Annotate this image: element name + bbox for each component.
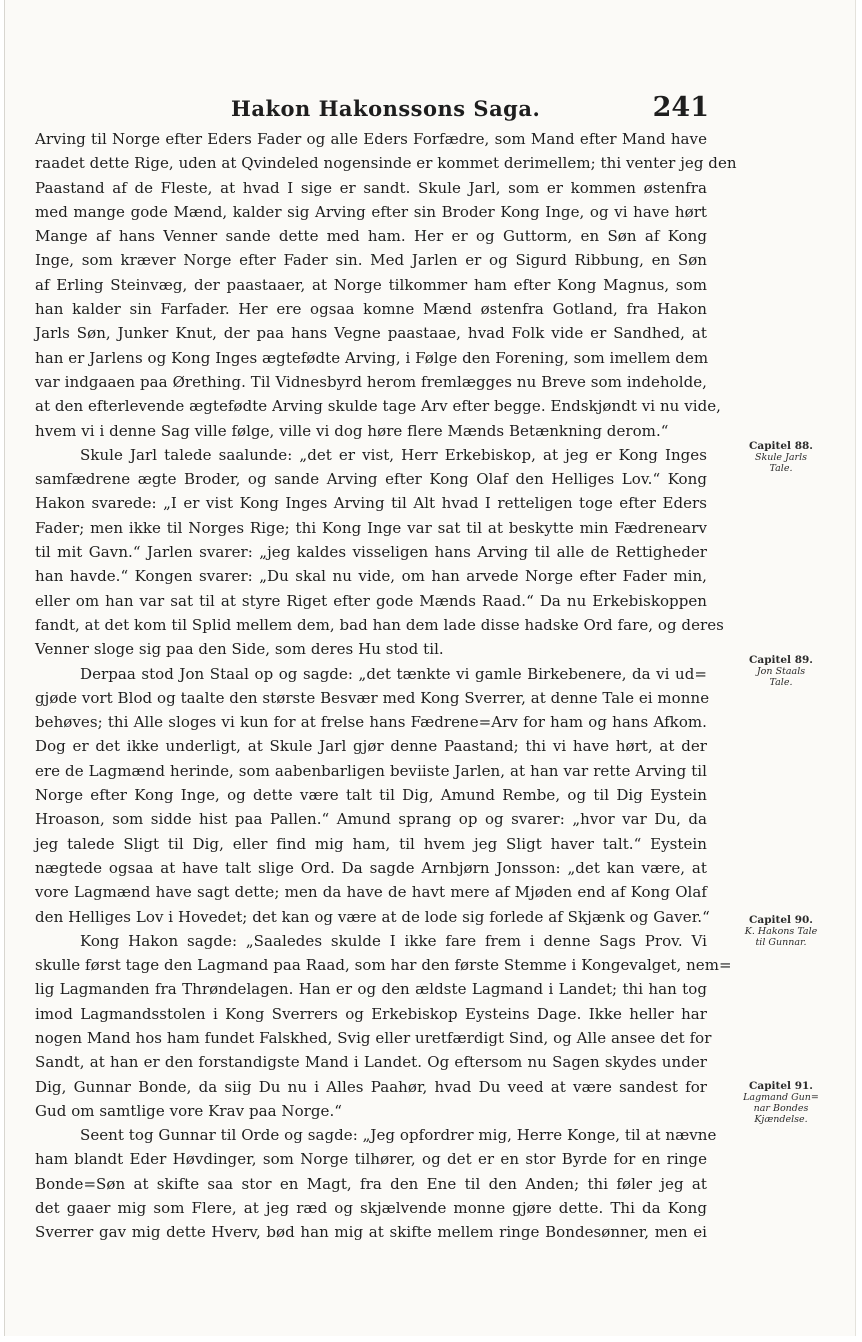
text-line: han er Jarlens og Kong Inges ægtefødte Arving, i Følge den Forening, som imellem dem [35,348,709,367]
chapter-number: Capitel 91. [749,1080,813,1092]
chapter-number: Capitel 90. [749,914,813,926]
running-title: Hakon Hakonssons Saga. [231,96,541,121]
text-line: Norge efter Kong Inge, og dette være talt til Dig, Amund Rembe, og til Dig Eystein [35,786,707,805]
text-line: Bonde=Søn at skifte saa stor en Magt, fra den Ene til den Anden; thi føler jeg at [35,1174,707,1193]
text-line: Seent tog Gunnar til Orde og sagde: „Jeg opfordrer mig, Herre Konge, til at nævne [80,1126,717,1145]
text-line: Paastand af de Fleste, at hvad I sige er sandt. Skule Jarl, som er kommen østenfra [35,178,707,197]
text-line: Fader; men ikke til Norges Rige; thi Kong Inge var sat til at beskytte min Fædrenearv [35,518,707,537]
chapter-subject: til Gunnar. [755,937,807,948]
chapter-subject: nar Bondes [753,1103,809,1114]
chapter-number: Capitel 88. [749,440,813,452]
text-line: Derpaa stod Jon Staal op og sagde: „det tænkte vi gamle Birkebenere, da vi ud= [80,664,707,683]
text-line: lig Lagmanden fra Thrøndelagen. Han er og den ældste Lagmand i Landet; thi han tog [35,980,707,999]
text-line: samfædrene ægte Broder, og sande Arving efter Kong Olaf den Helliges Lov.“ Kong [35,470,707,489]
text-line: nogen Mand hos ham fundet Falskhed, Svig eller uretfærdigt Sind, og Alle ansee det for [35,1028,712,1047]
text-line: den Helliges Lov i Hovedet; det kan og være at de lode sig forlede af Skjænk og Gaver.“ [35,907,710,926]
text-line: ere de Lagmænd herinde, som aabenbarligen beviiste Jarlen, at han var rette Arving til [35,761,707,780]
text-line: at den efterlevende ægtefødte Arving skulde tage Arv efter begge. Endskjøndt vi nu vide, [35,397,721,416]
text-line: Mange af hans Venner sande dette med ham. Her er og Guttorm, en Søn af Kong [35,227,707,246]
chapter-subject: Jon Staals [756,666,806,677]
text-line: Skule Jarl talede saalunde: „det er vist, Herr Erkebiskop, at jeg er Kong Inges [80,445,707,464]
text-line: jeg talede Sligt til Dig, eller find mig ham, til hvem jeg Sligt haver talt.“ Eystein [35,834,707,853]
body-text [35,127,819,1245]
book-page [4,0,856,1336]
chapter-subject: Tale. [769,677,793,688]
text-line: Arving til Norge efter Eders Fader og alle Eders Forfædre, som Mand efter Mand have [35,130,707,148]
text-line: Sandt, at han er den forstandigste Mand i Landet. Og eftersom nu Sagen skydes under [35,1053,707,1072]
text-line: vore Lagmænd have sagt dette; men da have de havt mere af Mjøden end af Kong Olaf [35,883,707,902]
text-line: Kong Hakon sagde: „Saaledes skulde I ikke fare frem i denne Sags Prov. Vi [80,931,707,950]
text-line: Venner sloge sig paa den Side, som deres Hu stod til. [35,640,444,659]
text-line: behøves; thi Alle sloges vi kun for at frelse hans Fædrene=Arv for ham og hans Afkom. [35,713,707,732]
text-line: Dog er det ikke underligt, at Skule Jarl gjør denne Paastand; thi vi have hørt, at der [35,737,707,756]
text-line: Inge, som kræver Norge efter Fader sin. Med Jarlen er og Sigurd Ribbung, en Søn [35,251,707,270]
text-line: han havde.“ Kongen svarer: „Du skal nu vide, om han arvede Norge efter Fader min, [35,567,707,586]
margin-note-chapter-91 [741,1081,821,1125]
text-line: Sverrer gav mig dette Hverv, bød han mig at skifte mellem ringe Bondesønner, men ei [35,1223,707,1242]
text-line: skulle først tage den Lagmand paa Raad, som har den første Stemme i Kongevalget, nem= [35,956,732,975]
margin-note-chapter-89 [741,655,821,688]
chapter-subject: Lagmand Gun= [743,1092,819,1103]
text-line: med mange gode Mænd, kalder sig Arving efter sin Broder Kong Inge, og vi have hørt [35,202,707,221]
chapter-subject: Skule Jarls [755,452,807,463]
text-line: fandt, at det kom til Splid mellem dem, bad han dem lade disse hadske Ord fare, og deres [35,615,724,634]
text-line: til mit Gavn.“ Jarlen svarer: „jeg kaldes visseligen hans Arving til alle de Rettigheder [35,543,707,562]
text-line: Hakon svarede: „I er vist Kong Inges Arving til Alt hvad I retteligen toge efter Eders [35,494,707,513]
text-line: gjøde vort Blod og taalte den største Besvær med Kong Sverrer, at denne Tale ei monne [35,688,710,707]
chapter-subject: Tale. [769,463,793,474]
chapter-number: Capitel 89. [749,654,813,666]
text-line: det gaaer mig som Flere, at jeg ræd og skjælvende monne gjøre dette. Thi da Kong [35,1199,707,1218]
chapter-subject: K. Hakons Tale [744,926,818,937]
text-line: raadet dette Rige, uden at Qvindeled nogensinde er kommet derimellem; thi venter jeg den [35,154,737,173]
text-line: Hroason, som sidde hist paa Pallen.“ Amund sprang op og svarer: „hvor var Du, da [35,810,707,829]
chapter-subject: Kjændelse. [754,1114,808,1125]
margin-note-chapter-90 [741,915,821,948]
text-line: var indgaaen paa Ørething. Til Vidnesbyrd herom fremlægges nu Breve som indeholde, [35,372,707,391]
margin-note-chapter-88 [741,441,821,474]
text-line: ham blandt Eder Høvdinger, som Norge tilhører, og det er en stor Byrde for en ringe [35,1150,707,1169]
page-header [61,88,711,128]
text-line: af Erling Steinvæg, der paastaaer, at Norge tilkommer ham efter Kong Magnus, som [35,275,707,294]
text-line: eller om han var sat til at styre Riget efter gode Mænds Raad.“ Da nu Erkebiskoppen [35,591,707,610]
text-line: imod Lagmandsstolen i Kong Sverrers og Erkebiskop Eysteins Dage. Ikke heller har [35,1004,707,1023]
text-line: Gud om samtlige vore Krav paa Norge.“ [35,1101,342,1120]
text-line: Dig, Gunnar Bonde, da siig Du nu i Alles Paahør, hvad Du veed at være sandest for [35,1077,707,1096]
text-line: Jarls Søn, Junker Knut, der paa hans Vegne paastaae, hvad Folk vide er Sandhed, at [35,324,707,343]
text-line: han kalder sin Farfader. Her ere ogsaa komne Mænd østenfra Gotland, fra Hakon [35,300,707,319]
text-line: nægtede ogsaa at have talt slige Ord. Da sagde Arnbjørn Jonsson: „det kan være, at [35,858,707,877]
page-number: 241 [652,92,709,123]
text-line: hvem vi i denne Sag ville følge, ville vi dog høre flere Mænds Betænkning derom.“ [35,421,669,440]
